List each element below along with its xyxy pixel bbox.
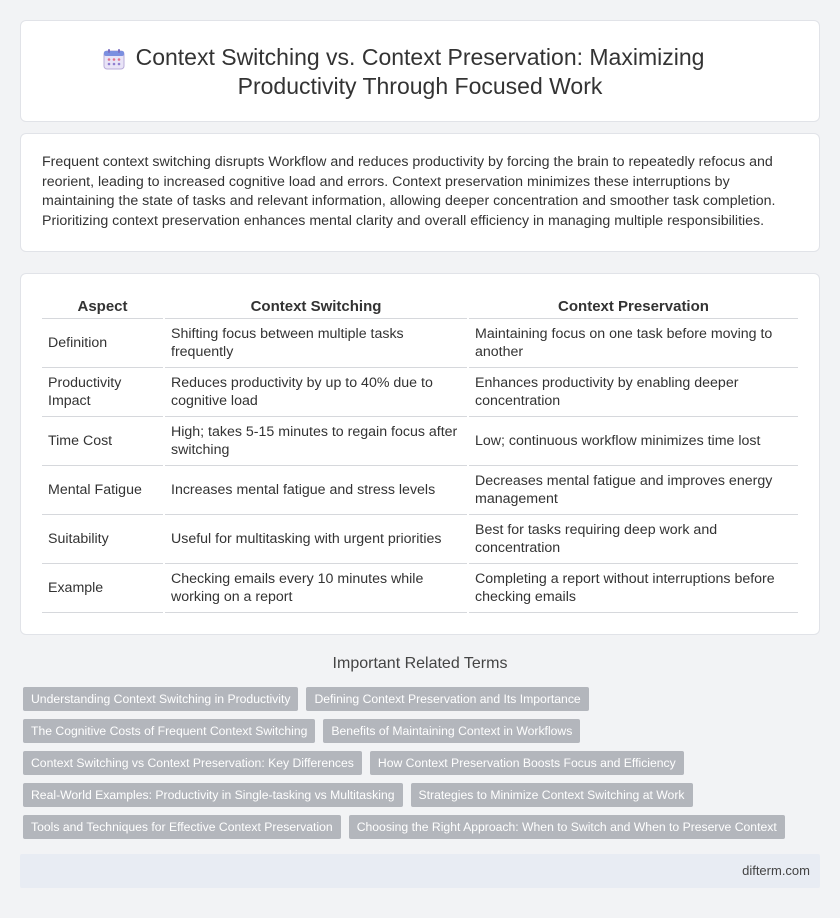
row-context-switching: Increases mental fatigue and stress levels (164, 465, 468, 514)
row-context-switching: Shifting focus between multiple tasks frequently (164, 318, 468, 367)
row-context-preservation: Maintaining focus on one task before moving to another (468, 318, 798, 367)
related-term-tag[interactable]: How Context Preservation Boosts Focus and Efficiency (370, 751, 684, 775)
row-context-switching: Reduces productivity by up to 40% due to cognitive load (164, 367, 468, 416)
related-term-tag[interactable]: The Cognitive Costs of Frequent Context Switching (23, 719, 315, 743)
related-term-tag[interactable]: Understanding Context Switching in Productivity (23, 687, 298, 711)
related-term-tag[interactable]: Context Switching vs Context Preservation: Key Differences (23, 751, 362, 775)
table-row (42, 465, 798, 514)
intro-card (20, 133, 820, 252)
row-context-switching: Checking emails every 10 minutes while working on a report (164, 563, 468, 612)
related-term-tag[interactable]: Benefits of Maintaining Context in Workflows (323, 719, 580, 743)
footer (20, 854, 820, 888)
row-context-switching: Useful for multitasking with urgent priorities (164, 514, 468, 563)
related-term-tag[interactable]: Choosing the Right Approach: When to Switch and When to Preserve Context (349, 815, 785, 839)
related-term-tag[interactable]: Real-World Examples: Productivity in Single-tasking vs Multitasking (23, 783, 403, 807)
site-link[interactable]: difterm.com (742, 863, 810, 878)
related-terms-list (23, 687, 803, 839)
row-aspect: Suitability (42, 514, 164, 563)
column-header-context-preservation: Context Preservation (468, 296, 798, 318)
page-title: Context Switching vs. Context Preservation: Maximizing Productivity Through Focused Work (135, 44, 705, 99)
row-aspect: Productivity Impact (42, 367, 164, 416)
row-context-preservation: Best for tasks requiring deep work and concentration (468, 514, 798, 563)
table-row (42, 318, 798, 367)
row-context-preservation: Completing a report without interruptions before checking emails (468, 563, 798, 612)
table-row (42, 563, 798, 612)
column-header-context-switching: Context Switching (164, 296, 468, 318)
table-header-row (42, 296, 798, 318)
related-term-tag[interactable]: Tools and Techniques for Effective Context Preservation (23, 815, 341, 839)
row-aspect: Example (42, 563, 164, 612)
related-term-tag[interactable]: Defining Context Preservation and Its Importance (306, 687, 588, 711)
related-term-tag[interactable]: Strategies to Minimize Context Switching at Work (411, 783, 693, 807)
row-context-preservation: Enhances productivity by enabling deeper concentration (468, 367, 798, 416)
intro-paragraph: Frequent context switching disrupts Workflow and reduces productivity by forcing the brain to repeatedly refocus and reorient, leading to increased cognitive load and errors. Context preservation minimizes these interruptions by maintaining the state of tasks and relevant information, allowing deeper concentration and smoother task completion. Prioritizing context preservation enhances mental clarity and overall efficiency in managing multiple responsibilities. (42, 154, 776, 229)
row-context-preservation: Low; continuous workflow minimizes time lost (468, 416, 798, 465)
table-row (42, 416, 798, 465)
row-context-switching: High; takes 5-15 minutes to regain focus after switching (164, 416, 468, 465)
row-context-preservation: Decreases mental fatigue and improves energy management (468, 465, 798, 514)
header-card (20, 20, 820, 122)
comparison-table (42, 296, 798, 613)
table-row (42, 367, 798, 416)
column-header-aspect: Aspect (42, 296, 164, 318)
comparison-table-card (20, 273, 820, 635)
row-aspect: Definition (42, 318, 164, 367)
table-row (42, 514, 798, 563)
row-aspect: Time Cost (42, 416, 164, 465)
related-terms-heading: Important Related Terms (332, 655, 508, 672)
row-aspect: Mental Fatigue (42, 465, 164, 514)
